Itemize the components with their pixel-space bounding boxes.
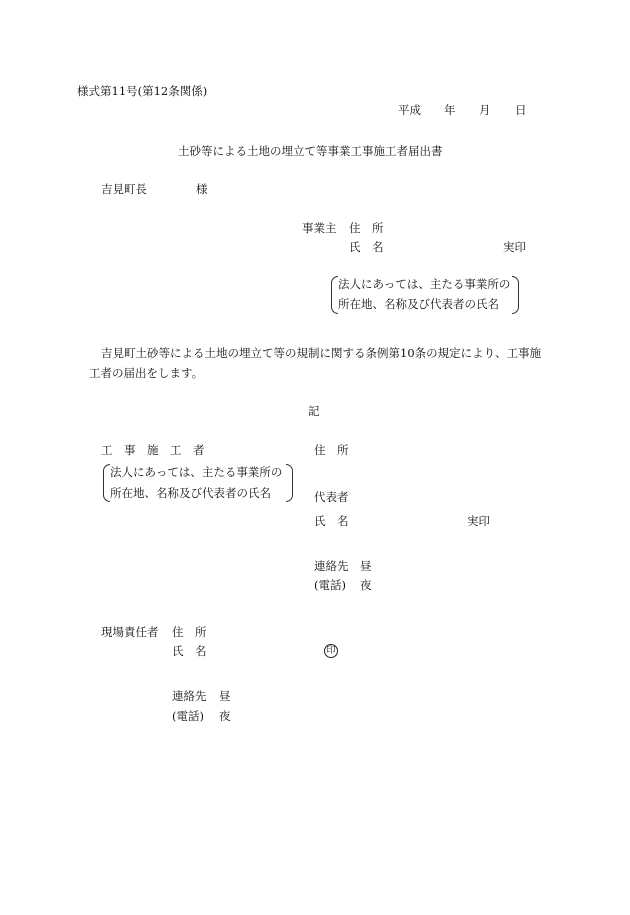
- date-era: 平成: [398, 103, 421, 117]
- business-owner-name-label: 氏 名: [349, 240, 384, 254]
- addressee-name: 吉見町長: [101, 182, 147, 196]
- right-paren: [512, 276, 519, 314]
- right-paren: [286, 464, 293, 502]
- contractor-night-label: 夜: [360, 578, 372, 592]
- left-paren: [331, 276, 338, 314]
- site-manager-address-label: 住 所: [172, 625, 207, 639]
- date-month: 月: [479, 103, 491, 117]
- body-text-line2: 工者の届出をします。: [89, 366, 204, 380]
- addressee-honorific: 様: [196, 182, 208, 196]
- business-owner-label: 事業主: [302, 221, 337, 235]
- site-manager-day-label: 昼: [219, 689, 231, 703]
- business-owner-note-line1: 法人にあっては、主たる事業所の: [338, 277, 511, 291]
- site-manager-name-label: 氏 名: [172, 644, 207, 658]
- date-year: 年: [444, 103, 456, 117]
- seal-icon: 印: [324, 644, 338, 658]
- contractor-label: 工 事 施 工 者: [101, 443, 205, 457]
- site-manager-phone-label: (電話): [172, 709, 204, 723]
- contractor-name-label: 氏 名: [314, 514, 349, 528]
- contractor-note-line2: 所在地、名称及び代表者の氏名: [110, 486, 271, 500]
- business-owner-note-line2: 所在地、名称及び代表者の氏名: [338, 297, 499, 311]
- date-day: 日: [515, 103, 527, 117]
- business-owner-seal-label: 実印: [503, 240, 526, 254]
- contractor-phone-label: (電話): [314, 578, 346, 592]
- contractor-seal-label: 実印: [467, 514, 490, 528]
- left-paren: [103, 464, 110, 502]
- site-manager-label: 現場責任者: [101, 625, 159, 639]
- contractor-note-line1: 法人にあっては、主たる事業所の: [110, 465, 283, 479]
- contractor-rep-label: 代表者: [314, 490, 349, 504]
- body-text-line1: 吉見町土砂等による土地の埋立て等の規制に関する条例第10条の規定により、工事施: [101, 346, 542, 360]
- contractor-contact-label: 連絡先: [314, 559, 349, 573]
- contractor-day-label: 昼: [360, 559, 372, 573]
- contractor-address-label: 住 所: [314, 443, 349, 457]
- business-owner-address-label: 住 所: [349, 221, 384, 235]
- site-manager-night-label: 夜: [219, 709, 231, 723]
- page-title: 土砂等による土地の埋立て等事業工事施工者届出書: [178, 144, 443, 158]
- ki-heading: 記: [308, 404, 320, 418]
- site-manager-contact-label: 連絡先: [172, 689, 207, 703]
- form-number: 様式第11号(第12条関係): [77, 84, 208, 98]
